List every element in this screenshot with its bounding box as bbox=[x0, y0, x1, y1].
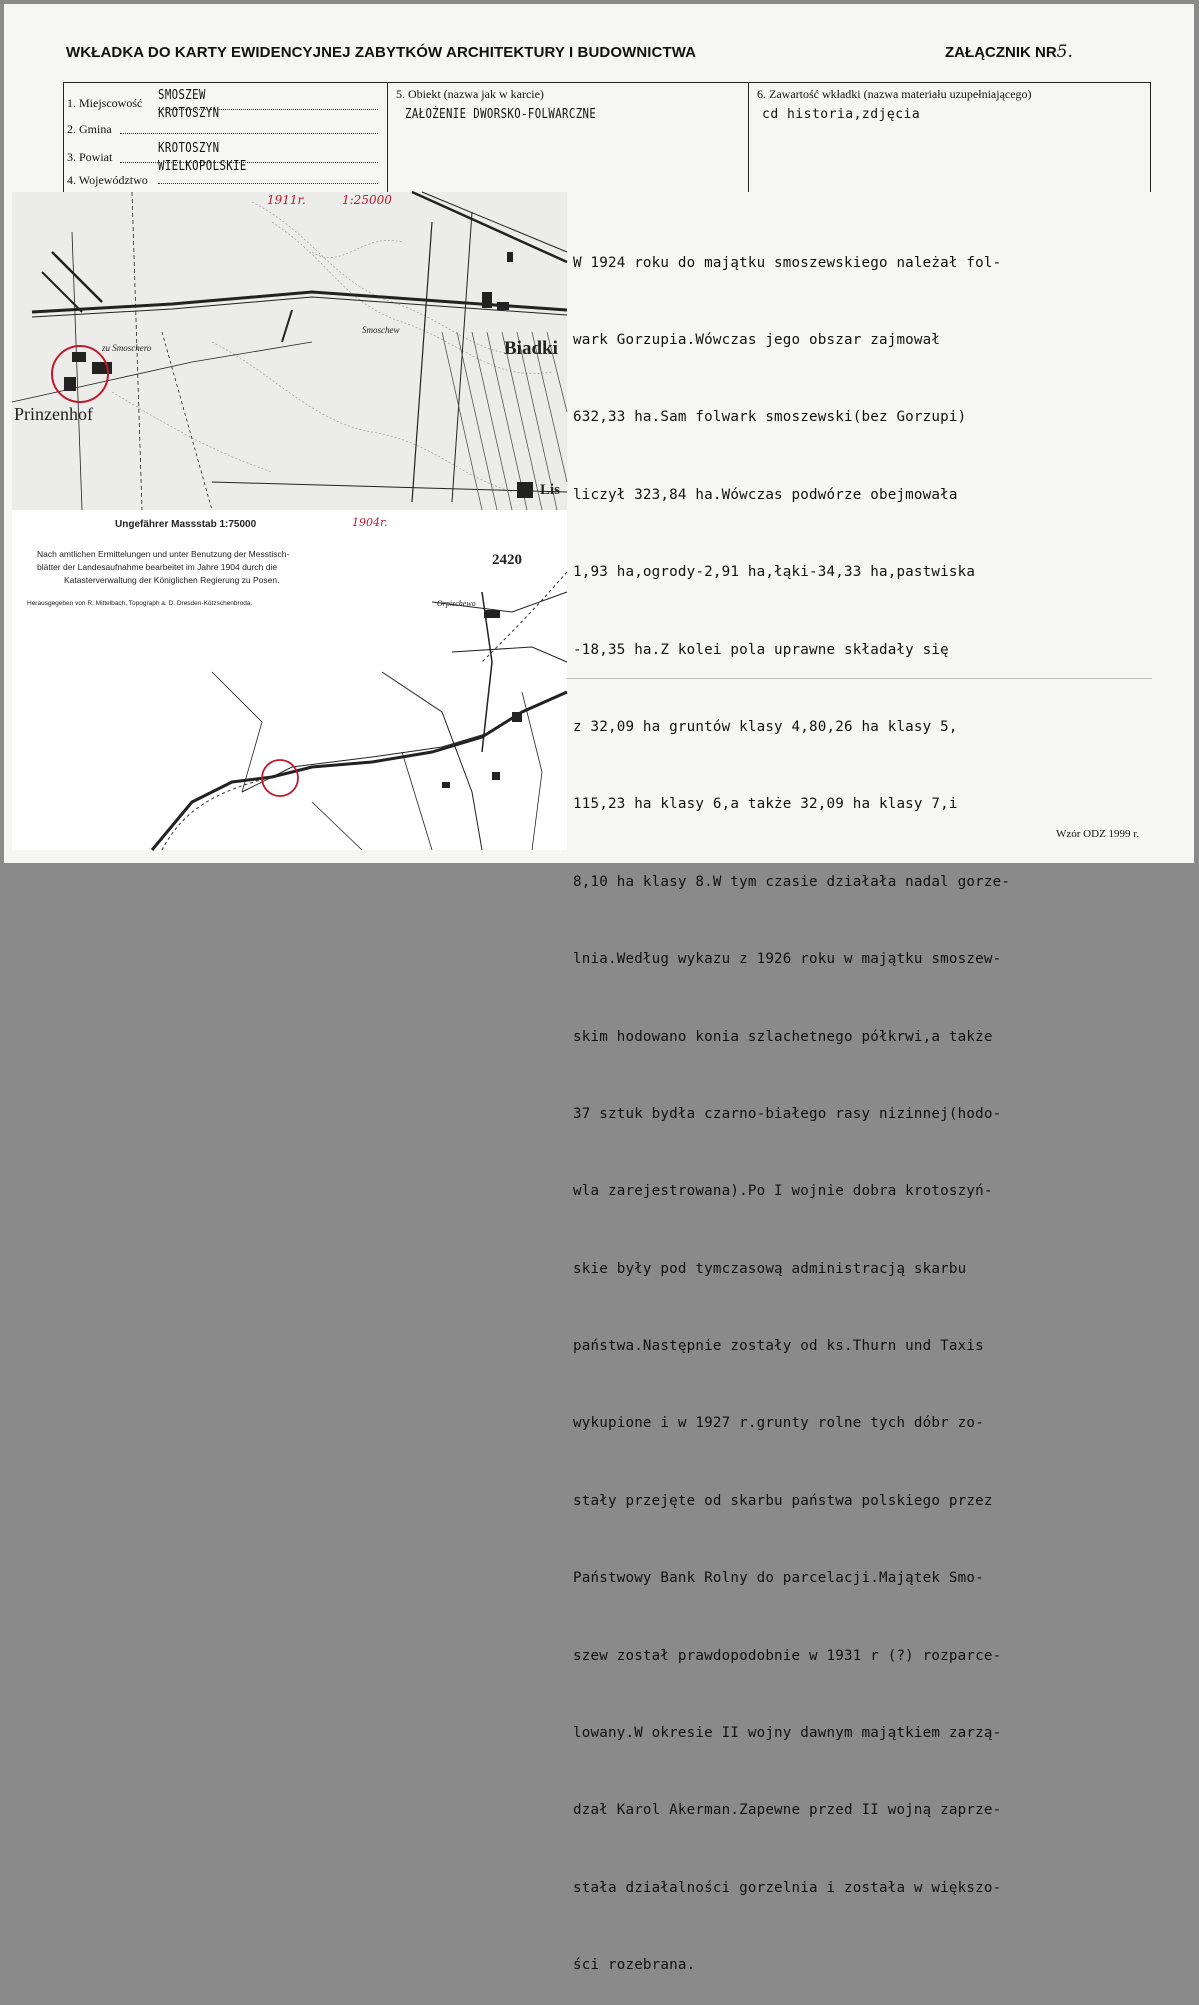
map-note-line3: Katasterverwaltung der Königlichen Regierung zu Posen. bbox=[64, 575, 280, 585]
map-publisher: Herausgegeben von R. Mittelbach, Topograph a. D. Dresden-Kötzschenbroda. bbox=[27, 600, 253, 607]
history-line: wark Gorzupia.Wówczas jego obszar zajmował bbox=[573, 331, 941, 348]
form-divider-2 bbox=[748, 82, 749, 192]
map-place-smoschero: zu Smoschero bbox=[102, 343, 152, 353]
map-sheet-number: 2420 bbox=[492, 552, 522, 568]
wojewodztwo-line bbox=[158, 183, 378, 184]
history-line: stały przejęte od skarbu państwa polskiego przez bbox=[573, 1492, 993, 1509]
map-note-line1: Nach amtlichen Ermittelungen und unter Benutzung der Messtisch- bbox=[37, 549, 290, 559]
form-top-border bbox=[63, 82, 1151, 83]
powiat-value: KROTOSZYN bbox=[158, 141, 220, 156]
historic-map-composite bbox=[12, 192, 567, 850]
history-line: skim hodowano konia szlachetnego półkrwi,a także bbox=[573, 1028, 993, 1045]
form-left-border bbox=[63, 82, 64, 192]
form-divider-1 bbox=[387, 82, 388, 192]
history-line: ści rozebrana. bbox=[573, 1957, 696, 1974]
history-line: 8,10 ha klasy 8.W tym czasie działała nadal gorze- bbox=[573, 873, 1011, 890]
history-line: skie były pod tymczasową administracją skarbu bbox=[573, 1260, 967, 1277]
history-line: dzał Karol Akerman.Zapewne przed II wojną zaprze- bbox=[573, 1802, 1002, 1819]
history-line: szew został prawdopodobnie w 1931 r (?) rozparce- bbox=[573, 1647, 1002, 1664]
map-place-prinzenhof: Prinzenhof bbox=[14, 404, 93, 424]
gmina-line bbox=[120, 133, 378, 134]
history-line: liczył 323,84 ha.Wówczas podwórze obejmowała bbox=[573, 486, 958, 503]
history-line: 37 sztuk bydła czarno-białego rasy nizinnej(hodo- bbox=[573, 1105, 1002, 1122]
wojewodztwo-value: WIELKOPOLSKIE bbox=[158, 159, 247, 174]
annex-label: ZAŁĄCZNIK NR5. bbox=[945, 42, 1073, 62]
history-line: państwa.Następnie zostały od ks.Thurn und Taxis bbox=[573, 1338, 984, 1355]
zawartosc-value: cd historia,zdjęcia bbox=[762, 107, 921, 122]
map-annotation-1911: 1911r. bbox=[267, 193, 306, 207]
obiekt-label: 5. Obiekt (nazwa jak w karcie) bbox=[396, 87, 544, 101]
history-line: Państwowy Bank Rolny do parcelacji.Majątek Smo- bbox=[573, 1570, 984, 1587]
map-place-orpischewo: Orpischewo bbox=[437, 599, 476, 608]
map-scale-75000: Ungefährer Massstab 1:75000 bbox=[115, 519, 257, 530]
card-title: WKŁADKA DO KARTY EWIDENCYJNEJ ZABYTKÓW ARCHITEKTURY I BUDOWNICTWA bbox=[66, 44, 697, 61]
zawartosc-label: 6. Zawartość wkładki (nazwa materiału uzupełniającego) bbox=[757, 87, 1032, 101]
miejscowosc-value: SMOSZEW bbox=[158, 88, 206, 103]
miejscowosc-label: 1. Miejscowość bbox=[67, 96, 143, 110]
powiat-label: 3. Powiat bbox=[67, 150, 113, 164]
map-scale-25000: 1:25000 bbox=[342, 193, 392, 207]
history-text bbox=[573, 199, 1113, 2005]
history-line: 1,93 ha,ogrody-2,91 ha,łąki-34,33 ha,pastwiska bbox=[573, 564, 976, 581]
history-line: 632,33 ha.Sam folwark smoszewski(bez Gorzupi) bbox=[573, 409, 967, 426]
map-place-smoschew: Smoschew bbox=[362, 325, 400, 335]
history-line: stała działalności gorzelnia i została w większo- bbox=[573, 1879, 1002, 1896]
history-line: lowany.W okresie II wojny dawnym majątkiem zarzą- bbox=[573, 1725, 1002, 1742]
obiekt-value: ZAŁOŻENIE DWORSKO-FOLWARCZNE bbox=[405, 107, 597, 122]
form-right-border bbox=[1150, 82, 1151, 192]
form-id: Wzór ODZ 1999 r. bbox=[1056, 828, 1140, 840]
history-line: 115,23 ha klasy 6,a także 32,09 ha klasy 7,i bbox=[573, 796, 958, 813]
history-line: W 1924 roku do majątku smoszewskiego należał fol- bbox=[573, 254, 1002, 271]
history-line: -18,35 ha.Z kolei pola uprawne składały się bbox=[573, 641, 949, 658]
map-place-lis: Lis bbox=[540, 482, 561, 498]
history-line: wla zarejestrowana).Po I wojnie dobra krotoszyń- bbox=[573, 1183, 993, 1200]
annex-number: 5. bbox=[1056, 42, 1073, 62]
history-line: wykupione i w 1927 r.grunty rolne tych dóbr zo- bbox=[573, 1415, 984, 1432]
wojewodztwo-label: 4. Województwo bbox=[67, 173, 148, 187]
map-annotation-1904: 1904r. bbox=[352, 516, 388, 529]
map-illustration bbox=[12, 192, 567, 850]
gmina-label: 2. Gmina bbox=[67, 122, 112, 136]
history-line: z 32,09 ha gruntów klasy 4,80,26 ha klasy 5, bbox=[573, 718, 958, 735]
history-line: lnia.Według wykazu z 1926 roku w majątku smoszew- bbox=[573, 951, 1002, 968]
map-place-biadki: Biadki bbox=[504, 338, 558, 359]
map-note-line2: blätter der Landesaufnahme bearbeitet im Jahre 1904 durch die bbox=[37, 562, 278, 572]
gmina-value: KROTOSZYN bbox=[158, 106, 220, 121]
